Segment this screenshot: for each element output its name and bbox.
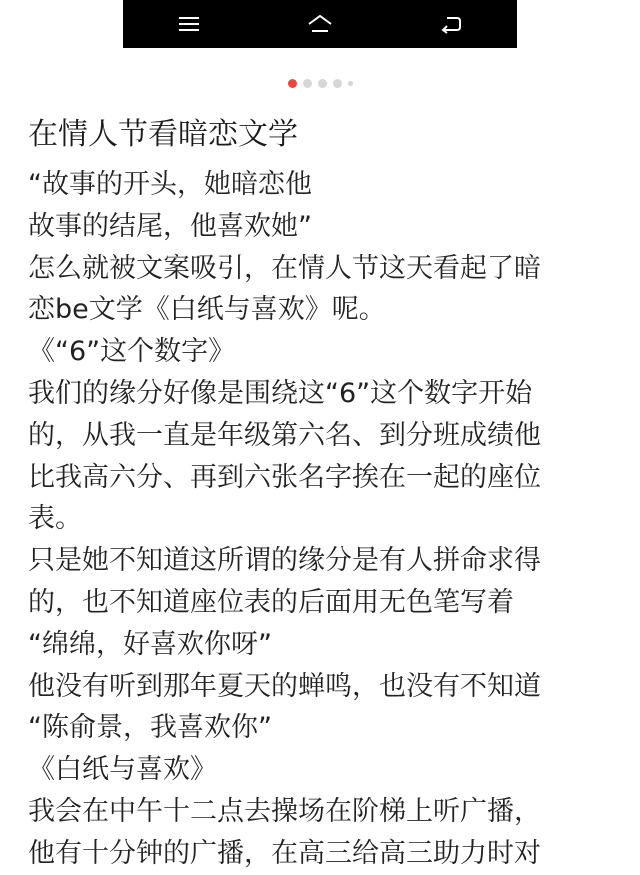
back-button[interactable]: [421, 0, 481, 48]
article-line: 比我高六分、再到六张名字挨在一起的座位: [28, 461, 541, 493]
article-line: “故事的开头，她暗恋他: [28, 169, 312, 200]
page-dot-5[interactable]: [348, 81, 353, 86]
article-line: 我们的缘分好像是围绕这“6”这个数字开始: [28, 377, 533, 409]
article-line: “绵绵，好喜欢你呀”: [28, 628, 272, 660]
article-line: 恋be文学《白纸与喜欢》呢。: [28, 294, 386, 326]
home-button[interactable]: [290, 0, 350, 48]
article-line: 表。: [28, 503, 82, 535]
article-line: 的，也不知道座位表的后面用无色笔写着: [28, 586, 514, 618]
article-line: 《“6”这个数字》: [28, 336, 236, 368]
page-dot-3[interactable]: [318, 79, 327, 88]
menu-button[interactable]: [159, 0, 219, 48]
home-icon: [307, 14, 333, 34]
article-line: 故事的结尾，他喜欢她”: [28, 210, 312, 242]
page-dot-2[interactable]: [303, 79, 312, 88]
article-line: 怎么就被文案吸引，在情人节这天看起了暗: [28, 252, 541, 284]
article-line: 他没有听到那年夏天的蝉鸣，也没有不知道: [28, 670, 541, 702]
page-dot-1[interactable]: [288, 79, 297, 88]
article-line: 只是她不知道这所谓的缘分是有人拼命求得: [28, 545, 541, 577]
page-dot-4[interactable]: [333, 79, 342, 88]
page-indicator: [0, 79, 640, 88]
menu-icon: [178, 15, 200, 33]
article-line: “陈俞景，我喜欢你”: [28, 712, 272, 744]
back-icon: [440, 14, 462, 34]
article-line: 我会在中午十二点去操场在阶梯上听广播，: [28, 795, 541, 827]
article-title: 在情人节看暗恋文学: [28, 117, 298, 152]
article-line: 他有十分钟的广播，在高三给高三助力时对: [28, 837, 541, 869]
article-body: [28, 112, 628, 875]
article-line: 的，从我一直是年级第六名、到分班成绩他: [28, 419, 541, 451]
system-nav-bar: [123, 0, 517, 48]
article-line: 《白纸与喜欢》: [28, 754, 217, 786]
